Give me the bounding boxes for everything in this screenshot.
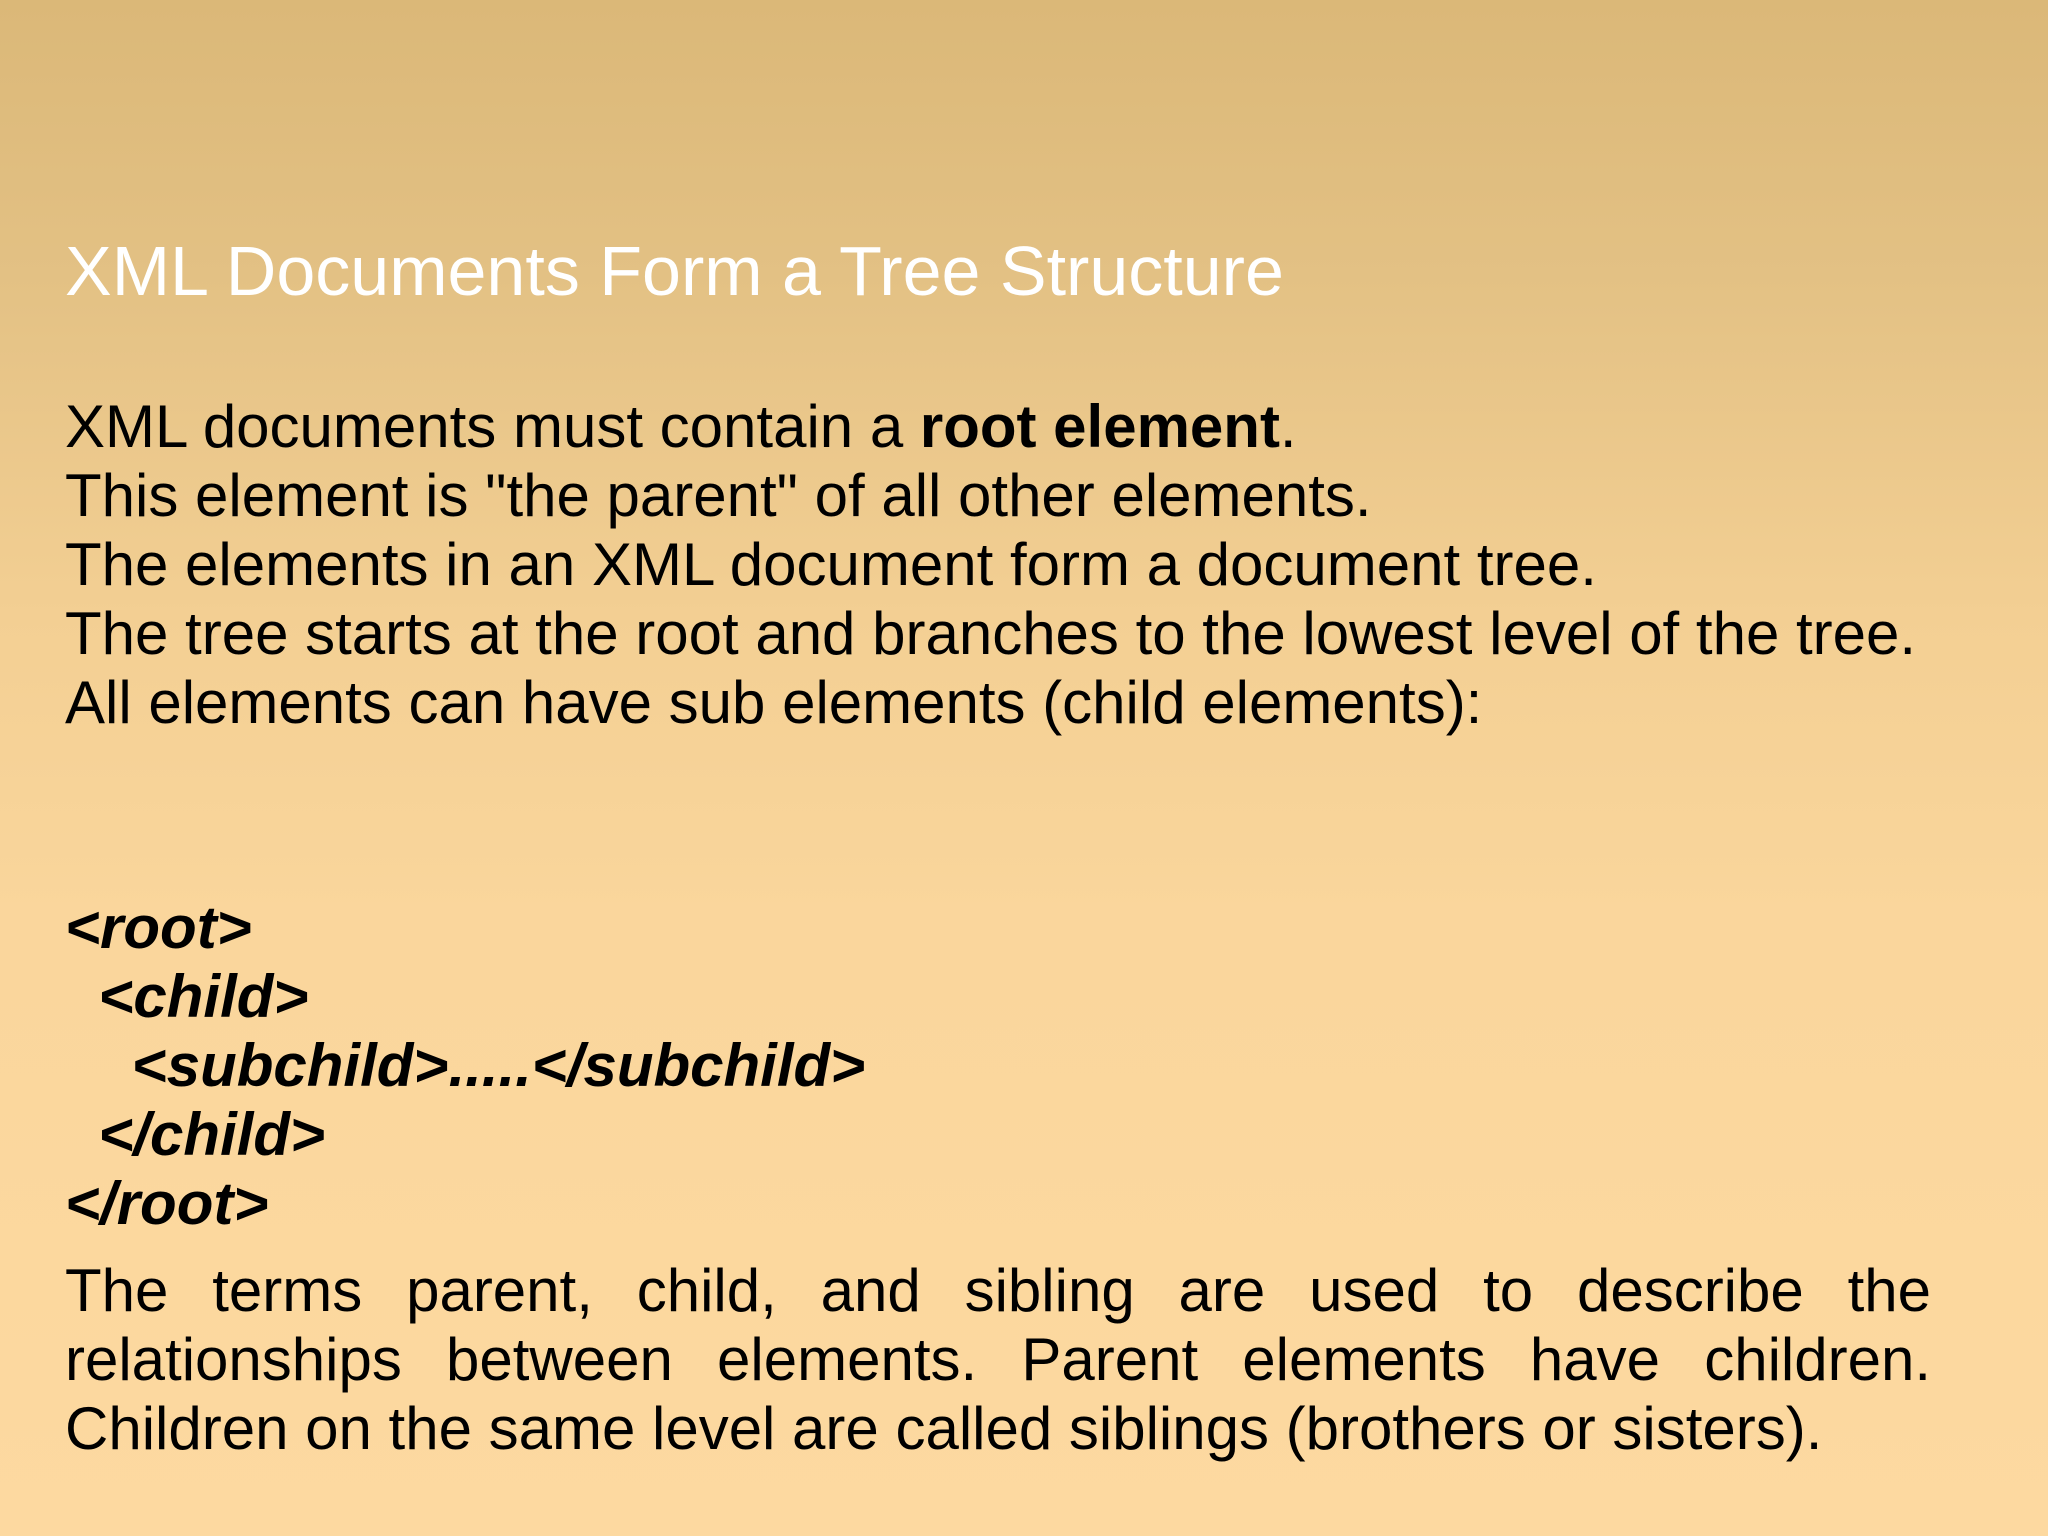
intro-line-1 [65,392,1945,461]
intro-line-3: The elements in an XML document form a document tree. [65,531,1597,598]
code-line: <subchild>.....</subchild> [65,1032,866,1099]
intro-paragraph [65,392,1945,737]
intro-line-1-text: XML documents must contain a [65,393,920,460]
code-line: </root> [65,1170,269,1237]
xml-code-example [65,893,865,1238]
code-line: </child> [65,1101,326,1168]
intro-line-2: This element is "the parent" of all other elements. [65,462,1372,529]
slide-title: XML Documents Form a Tree Structure [65,232,1284,310]
intro-line-1-period: . [1279,393,1297,460]
code-line: <root> [65,894,252,961]
intro-line-5: All elements can have sub elements (child elements): [65,669,1483,736]
intro-line-4: The tree starts at the root and branches to the lowest level of the tree. [65,600,1917,667]
code-line: <child> [65,963,309,1030]
root-element-term: root element [919,393,1280,460]
outro-text: The terms parent, child, and sibling are used to describe the relationships between elements. Parent elements have children. Children on the same level are called siblings (brothers or sisters). [65,1257,1931,1462]
outro-paragraph [65,1256,1931,1463]
